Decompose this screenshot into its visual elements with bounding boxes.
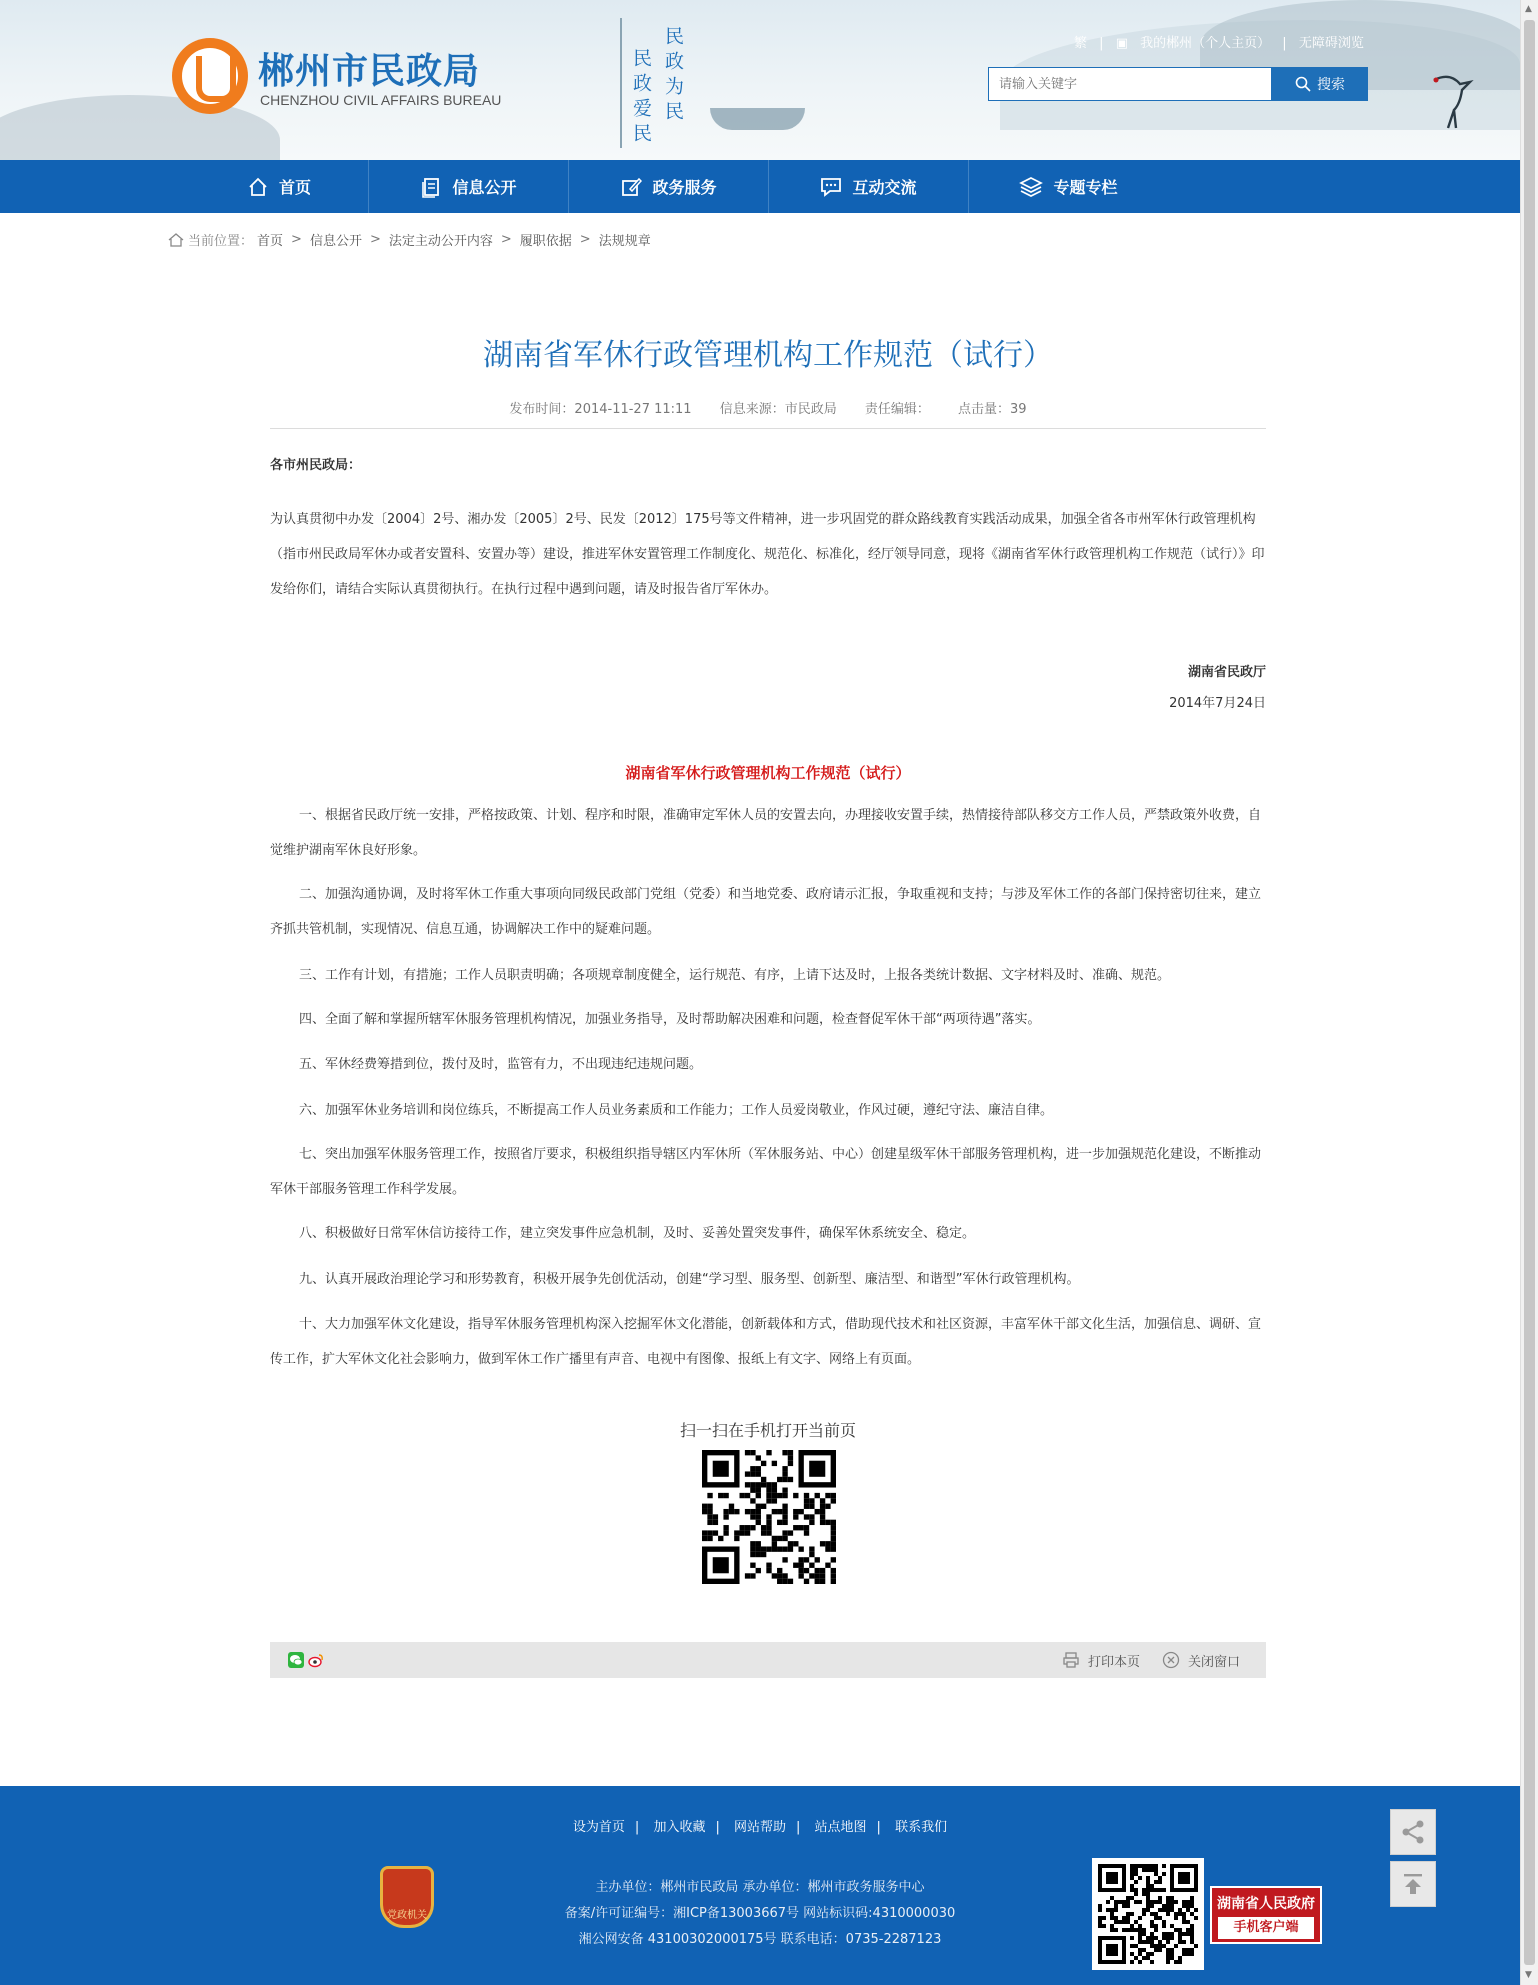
- site-subtitle: CHENZHOU CIVIL AFFAIRS BUREAU: [260, 92, 502, 108]
- weibo-icon[interactable]: [308, 1652, 324, 1668]
- edit-icon: [620, 176, 642, 198]
- site-title[interactable]: 郴州市民政局: [258, 51, 481, 92]
- print-button[interactable]: [1062, 1642, 1140, 1678]
- breadcrumb-item[interactable]: 法定主动公开内容: [388, 234, 493, 249]
- footer-links: 设为首页 | 加入收藏 | 网站帮助 | 站点地图 | 联系我们: [572, 1820, 948, 1835]
- site-header: [0, 0, 1520, 160]
- article-meta: [270, 398, 1266, 417]
- breadcrumb-item[interactable]: 首页: [257, 234, 284, 249]
- clause: 四、全面了解和掌握所辖军休服务管理机构情况，加强业务指导，及时帮助解决困难和问题，检查督促军休干部“两项待遇”落实。: [299, 1012, 1041, 1027]
- footer-icp: 备案/许可证编号：湘ICP备13003667号 网站标识码:4310000030: [564, 1906, 956, 1921]
- clause: 八、积极做好日常军休信访接待工作，建立突发事件应急机制，及时、妥善处置突发事件，确保军休系统安全、稳定。: [299, 1226, 976, 1241]
- nav-item-interaction[interactable]: [769, 160, 968, 213]
- chat-icon: [820, 176, 842, 198]
- my-chenzhou-link[interactable]: 我的郴州（个人主页）: [1140, 36, 1271, 51]
- breadcrumb-item[interactable]: 信息公开: [309, 234, 362, 249]
- nav-item-info-disclosure[interactable]: [369, 160, 568, 213]
- monitor-icon: ▣: [1115, 36, 1128, 51]
- qr-code-icon: [1098, 1864, 1198, 1964]
- divider: [270, 428, 1266, 429]
- qr-caption: 扫一扫在手机打开当前页: [679, 1421, 856, 1440]
- clause: 一、根据省民政厅统一安排，严格按政策、计划、程序和时限，准确审定军休人员的安置去向，办理接收安置手续，热情接待部队移交方工作人员，严禁政策外收费，自觉维护湖南军休良好形象。: [270, 808, 1262, 858]
- site-logo-icon[interactable]: [172, 38, 248, 114]
- scroll-up-icon[interactable]: ▲: [1525, 4, 1532, 14]
- nav-label: 信息公开: [452, 178, 517, 197]
- clause: 二、加强沟通协调，及时将军休工作重大事项向同级民政部门党组（党委）和当地党委、政府请示汇报，争取重视和支持；与涉及军休工作的各部门保持密切往来，建立齐抓共管机制，实现情况、信息互通，协调解决工作中的疑难问题。: [270, 887, 1262, 937]
- traditional-chinese-link[interactable]: 繁: [1074, 36, 1088, 51]
- close-icon: [1162, 1651, 1180, 1669]
- clause: 九、认真开展政治理论学习和形势教育，积极开展争先创优活动，创建“学习型、服务型、创新型、廉洁型、和谐型”军休行政管理机构。: [299, 1272, 1080, 1287]
- footer-sponsor: 主办单位：郴州市民政局 承办单位：郴州市政务服务中心: [595, 1880, 925, 1895]
- decor-boat: [710, 108, 805, 130]
- badge-label: 党政机关: [387, 1910, 427, 1921]
- document-icon: [420, 176, 442, 198]
- decor-mountain: [0, 95, 280, 160]
- scrollbar[interactable]: [1520, 0, 1538, 1985]
- slogan-banner: [620, 18, 694, 148]
- clause: 三、工作有计划，有措施；工作人员职责明确；各项规章制度健全，运行规范、有序，上请下达及时，上报各类统计数据、文字材料及时、准确、规范。: [299, 968, 1171, 983]
- info-source: 信息来源：市民政局: [719, 402, 837, 417]
- nav-item-gov-services[interactable]: [569, 160, 768, 213]
- nav-item-home[interactable]: [190, 160, 368, 213]
- party-gov-badge[interactable]: [380, 1866, 434, 1928]
- print-icon: [1062, 1651, 1080, 1669]
- search-button[interactable]: [1272, 67, 1368, 101]
- qr-code-icon: [702, 1450, 836, 1584]
- close-window-button[interactable]: [1162, 1642, 1240, 1678]
- crane-icon: [1430, 70, 1476, 130]
- main-nav: [0, 160, 1520, 213]
- home-icon: [247, 176, 269, 198]
- arrow-up-icon: [1400, 1871, 1426, 1897]
- nav-label: 政务服务: [652, 178, 717, 197]
- share-button[interactable]: [1390, 1809, 1436, 1855]
- nav-label: 互动交流: [852, 178, 917, 197]
- footer-qr: [1092, 1858, 1204, 1970]
- search-input[interactable]: [988, 67, 1272, 101]
- site-footer: [0, 1786, 1520, 1985]
- article-title: 湖南省军休行政管理机构工作规范（试行）: [483, 338, 1053, 373]
- accessibility-link[interactable]: 无障碍浏览: [1298, 36, 1364, 51]
- clause: 七、突出加强军休服务管理工作，按照省厅要求，积极组织指导辖区内军休所（军休服务站、中心）创建星级军休干部服务管理机构，进一步加强规范化建设，不断推动军休干部服务管理工作科学发展。: [270, 1147, 1262, 1197]
- scroll-down-icon[interactable]: ▼: [1525, 1970, 1532, 1980]
- article-salutation: 各市州民政局：: [270, 458, 362, 473]
- clause: 十、大力加强军休文化建设，指导军休服务管理机构深入挖掘军休文化潜能，创新载体和方式，借助现代技术和社区资源，丰富军休干部文化生活，加强信息、调研、宣传工作，扩大军休文化社会影响力，做到军休工作广播里有声音、电视中有图像、报纸上有文字、网络上有页面。: [270, 1317, 1262, 1367]
- layers-icon: [1019, 176, 1043, 198]
- article-intro: 为认真贯彻中办发〔2004〕2号、湘办发〔2005〕2号、民发〔2012〕175号等文件精神，进一步巩固党的群众路线教育实践活动成果，加强全省各市州军休行政管理机构（指市州民政局军休办或者安置科、安置办等）建设，推进军休安置管理工作制度化、规范化、标准化，经厅领导同意，现将《湖南省军休行政管理机构工作规范（试行）》印发给你们，请结合实际认真贯彻执行。在执行过程中遇到问题，请及时报告省厅军休办。: [270, 512, 1265, 597]
- footer-link-sitemap[interactable]: 站点地图: [814, 1820, 867, 1835]
- article-toolbar: [270, 1642, 1266, 1678]
- breadcrumb-item[interactable]: 履职依据: [519, 234, 572, 249]
- search-button-label: 搜索: [1317, 77, 1345, 93]
- wechat-icon[interactable]: [288, 1652, 304, 1668]
- clause: 五、军休经费筹措到位，拨付及时，监管有力，不出现违纪违规问题。: [299, 1057, 703, 1072]
- slogan-right: 民政为民: [662, 26, 684, 126]
- app-title: 湖南省人民政府: [1217, 1896, 1315, 1912]
- scrollbar-thumb[interactable]: [1524, 20, 1535, 1965]
- footer-link-help[interactable]: 网站帮助: [733, 1820, 786, 1835]
- close-label: 关闭窗口: [1188, 1654, 1241, 1670]
- nav-label: 专题专栏: [1053, 178, 1118, 197]
- footer-link-set-home[interactable]: 设为首页: [572, 1820, 625, 1835]
- clause: 六、加强军休业务培训和岗位练兵，不断提高工作人员业务素质和工作能力；工作人员爱岗敬业，作风过硬，遵纪守法、廉洁自律。: [299, 1103, 1054, 1118]
- hunan-gov-app-link[interactable]: [1210, 1886, 1322, 1944]
- back-to-top-button[interactable]: [1390, 1861, 1436, 1907]
- article-signature: 湖南省民政厅: [1187, 665, 1266, 680]
- search-icon: [1295, 76, 1311, 92]
- app-subtitle: 手机客户端: [1218, 1917, 1314, 1939]
- article-date: 2014年7月24日: [1169, 696, 1266, 711]
- publish-time: 发布时间：2014-11-27 11:11: [509, 402, 692, 417]
- breadcrumb: 当前位置： 首页 > 信息公开 > 法定主动公开内容 > 履职依据 > 法规规章: [168, 230, 651, 249]
- slogan-left: 民政爱民: [630, 48, 652, 148]
- nav-label: 首页: [278, 178, 311, 197]
- breadcrumb-label: 当前位置：: [188, 234, 254, 249]
- share-icon: [1400, 1819, 1426, 1845]
- print-label: 打印本页: [1088, 1654, 1141, 1670]
- nav-item-special-topics[interactable]: [969, 160, 1168, 213]
- footer-link-contact[interactable]: 联系我们: [895, 1820, 948, 1835]
- article-subtitle: 湖南省军休行政管理机构工作规范（试行）: [625, 764, 911, 782]
- footer-police: 湘公网安备 43100302000175号 联系电话：0735-2287123: [578, 1932, 942, 1947]
- home-icon: [168, 233, 184, 247]
- view-count: 点击量：39: [958, 402, 1027, 417]
- responsible-editor: 责任编辑：: [864, 402, 930, 417]
- share-icons: [288, 1642, 324, 1678]
- top-links: 繁 | ▣ 我的郴州（个人主页） | 无障碍浏览: [1074, 36, 1364, 51]
- breadcrumb-item[interactable]: 法规规章: [598, 234, 651, 249]
- footer-link-favorite[interactable]: 加入收藏: [653, 1820, 706, 1835]
